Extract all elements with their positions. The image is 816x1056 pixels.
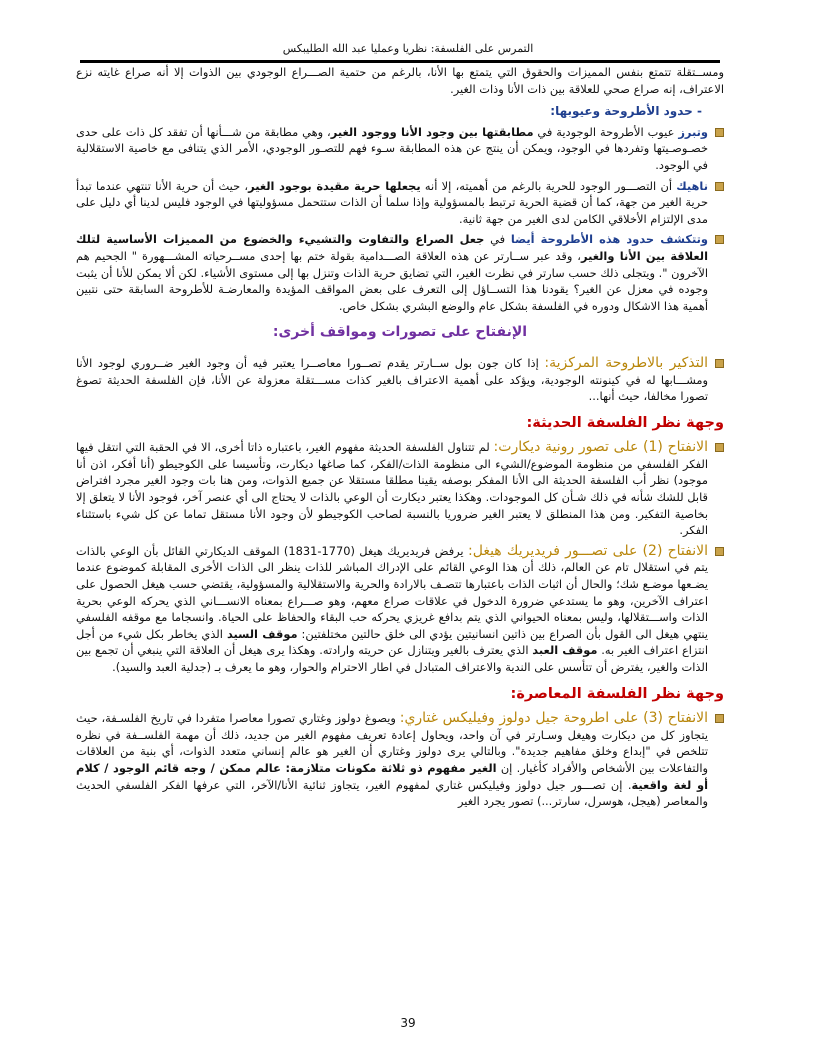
central-thesis-paragraph: التذكير بالاطروحة المركزية: إذا كان جون بول ســارتر يقدم تصــورا معاصــرا يعتبر فيه أن وجود الغير ضــروري لوجود الأنا ومشـــابها له في كينونته الوجودية، ويؤكد على أهمية الاعتراف بالغير كذات مســـتقلة معزولة عن الأنا، فإن الفلسفة الحديثة تصوغ تصورا مخالفا، حيث أنها... xyxy=(76,354,708,404)
hegel-paragraph: الانفتاح (2) على تصـــور فريديريك هيغل: يرفض فريديريك هيغل (1770-1831) الموقف الديكارتي القائل بأن الوعي بالذات يتم في استقلال تام عن العالم، ذلك أن هذا الوعي القائم على الإدراك المباشر للذات ينظر الى الذات الأخرى المقابلة كموضوع عندما يضـعها موضـع شك؛ والحال أن اثبات الذات باعتبارها تتصـف بالارادة والحرية والاستقلالية والمسؤولية، يقتضي حسب هيغل الحصول على اعتراف الآخرين، وهو ما يستدعي ضرورة الدخول في علاقات صراع معهم، وهو صـــراع بمعناه الانســـاني الذي يحركه الوعي بحرية الذات واســـتقلالها، وليس بمعناه الحيواني الذي يتم بدافع غريزي يحركه حب البقاء والحفاظ على الحياة. وانسجاما مع موقفه الفلسفي ينتهي هيغل الى القول بأن الصراع بين ذاتين انسانيتين يؤدي الى خلق حالتين مختلفتين: موقف السيد الذي يخاطر بكل شيء من أجل انتزاع اعتراف الغير به. موقف العبد الذي يعترف بالغير ويتنازل عن حريته وارادته. وهكذا يرى هيغل أن العلاقة التي ينبغي أن تجمع بين الذات والغير، يفترض أن تتأسس على الندية والاعتراف المتبادل في اطار الاحترام والحوار، وهو ما يعرف بـ (جدلية العبد والسيد). xyxy=(76,542,709,674)
limits-item-3 xyxy=(76,231,724,314)
square-bullet-icon xyxy=(715,714,724,723)
limits-item-1 xyxy=(76,124,724,174)
intro-paragraph: ومســتقلة تتمتع بنفس المميزات والحقوق التي يتمتع بها الأنا، بالرغم من حتمية الصـــراع الوجودي بين الذوات إلا أنه صراع غايته نزع الاعتراف، إنه صراع صحي للعلاقة بين ذات الأنا وذات الغير. xyxy=(76,65,724,96)
openness-heading: الإنفتاح على تصورات ومواقف أخرى: xyxy=(272,324,528,341)
square-bullet-icon xyxy=(715,128,724,137)
square-bullet-icon xyxy=(715,182,724,191)
limits-paragraph-3: وتتكشف حدود هذه الأطروحة أيضا في جعل الصراع والتفاوت والتشييء والخضوع من المميزات الأساسية لتلك العلاقة بين الأنا والغير، وقد عبر ســارتر عن هذه العلاقة الصـــدامية بقولة ختم بها إحدى مســرحياته المشـــهورة " الجحيم هم الآخرون ". ويتجلى ذلك حسب سارتر في نظرت الغير، التي تضايق حرية الذات وتنزل بها إلى مستوى الأشياء. لكن ألا يمكن للأنا أن يثبت وجوده في معزل عن الغير؟ يقودنا هذا التســاؤل إلى التعرف على بعض المواقف المؤيدة والمعارضـة للأطروحة السابقة حتى نتبين أهمية هذا الاشكال ودوره في الفلسفة بشكل عام والوضع البشري بشكل خاص. xyxy=(76,232,708,313)
central-thesis-item xyxy=(76,355,724,405)
header-divider xyxy=(80,60,720,63)
limits-paragraph-2: ناهيك أن التصـــور الوجود للحرية بالرغم من أهميته، إلا أنه يجعلها حرية مقيدة بوجود الغير، حيث أن حرية الأنا تنتهي عندما تبدأ حرية الغير من جهة، كما أن قضية الحرية ترتبط بالمسؤولية وإذا سلما أن الذات ستتحمل مسؤوليتها في الوجود فليس لدينا أي دليل على مدى الإلتزام الأخلاقي الكامن لدى الغير من جهة ثانية. xyxy=(76,178,708,226)
limits-heading: - حدود الأطروحة وعيوبها: xyxy=(550,104,702,119)
square-bullet-icon xyxy=(715,443,724,452)
descartes-paragraph: الانفتاح (1) على تصور رونية ديكارت: لم تتناول الفلسفة الحديثة مفهوم الغير، باعتباره ذاتا أخرى، الا في الحقبة التي انتقل فيها الفكر الفلسفي من منظومة الموضوع/الشيء الى منظومة الذات/الفكر، كما صاغها ديكارت، وتأسيسا على الكوجيطو (أنا أفكر، اذن أنا موجود) نظر أب الفلسفة الحديثة الى الأنا المفكر بوصفه يقينا مطلقا مستقلا عن جميع الذوات، ومن هنا بات وجود الغير مجرد افتراض قابل للشك شأنه في ذلك شـأن كل الموجودات. وهكذا يعتبر ديكارت أن الوعي بالذات لا يحتاج الى أي عنصر آخر، فوجود الأنا لا يتعلق إلا بخاصية التفكير. ومن هذا المنطلق لا يعتبر الغير ضروريا بالنسبة لصاحب الكوجيطو لأن وجود الأنا مستقل تماما عن كل شيء باستثناء الفكر. xyxy=(76,439,708,538)
modern-philosophy-heading: وجهة نظر الفلسفة الحديثة: xyxy=(526,414,724,431)
deleuze-item xyxy=(76,710,724,810)
page-number: 39 xyxy=(400,1016,416,1030)
hegel-item xyxy=(76,543,724,676)
square-bullet-icon xyxy=(715,547,724,556)
descartes-item xyxy=(76,439,724,539)
deleuze-paragraph: الانفتاح (3) على اطروحة جيل دولوز وفيليكس غتاري: ويصوغ دولوز وغتاري تصورا معاصرا متفردا في تاريخ الفلسـفة، حيث يتجاوز كل من ديكارت وهيغل وسـارتر في آن واحد، ويحاول إعادة تعريف مفهوم الغير من جديد، ذلك أن مهمة الفلســفة في نظره تتلخص في "إبداع وخلق مفاهيم جديدة". وبالتالي يرى دولوز وغتاري أن الغير هو عالم إنساني متعدد الذوات، أي بنية من العلاقات والتفاعلات بين الأشخاص والأفراد كأغيار. إن الغير مفهوم ذو ثلاثة مكونات متلازمة: عالم ممكن / وجه قائم الوجود / كلام أو لغة واقعية. إن تصـــور جيل دولوز وفيليكس غتاري لمفهوم الغير، يتجاوز ثنائية الأنا/الآخر، التي عرفها الفكر الفلسفي الحديث والمعاصر (هيجل، هوسرل، سارتر...) تصور يجرد الغير xyxy=(76,710,708,809)
square-bullet-icon xyxy=(715,235,724,244)
page-content xyxy=(76,64,724,814)
limits-paragraph-1: وتبرز عيوب الأطروحة الوجودية في مطابقتها بين وجود الأنا ووجود الغير، وهي مطابقة من شـــأنها أن تفقد كل ذات على حدى خصـوصـيتها وتفردها في الوجود، ويمكن أن ينتج عن هذه المطابقة سـوء فهم للتصـور الوجودي، الأمر الذي يتنافى مع خاصية الاستقلالية في الوجود. xyxy=(76,124,708,172)
square-bullet-icon xyxy=(715,359,724,368)
running-header: التمرس على الفلسفة: نظريا وعمليا عبد الله الطليبكس xyxy=(282,42,534,55)
contemporary-philosophy-heading: وجهة نظر الفلسفة المعاصرة: xyxy=(510,685,724,702)
limits-item-2 xyxy=(76,178,724,228)
